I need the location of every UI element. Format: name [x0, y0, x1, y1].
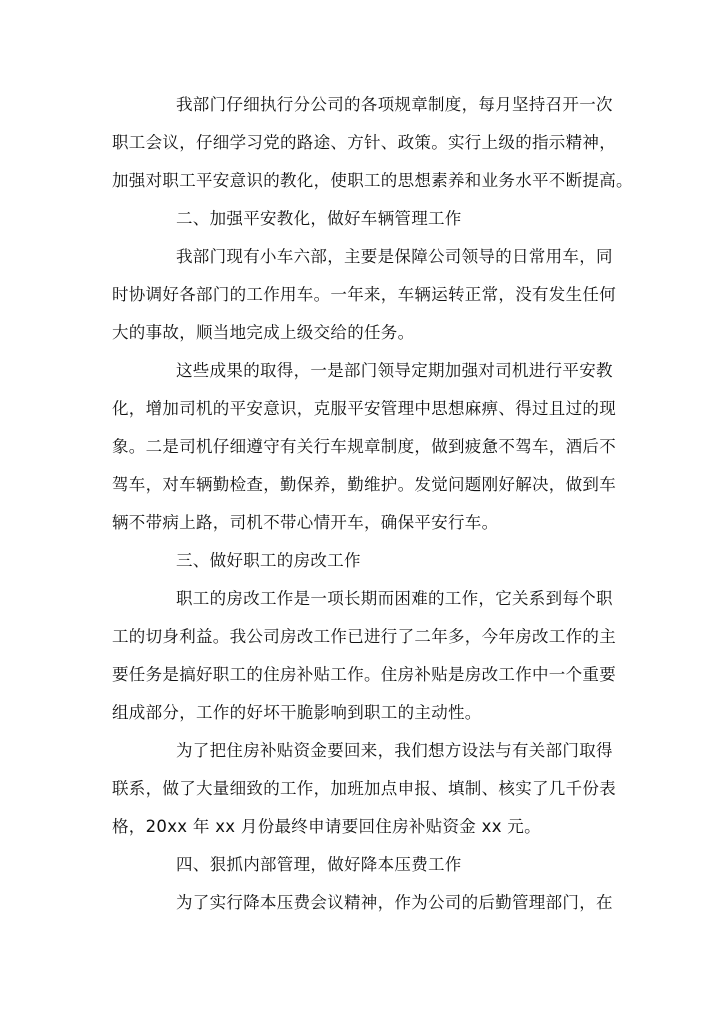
text-line: 为了把住房补贴资金要回来，我们想方设法与有关部门取得 [176, 741, 613, 760]
text-line: 加强对职工平安意识的教化，使职工的思想素养和业务水平不断提高。 [112, 171, 633, 190]
text-line: 职工会议，仔细学习党的路途、方针、政策。实行上级的指示精神， [112, 133, 616, 152]
text-line: 为了实行降本压费会议精神，作为公司的后勤管理部门，在 [176, 893, 613, 912]
text-line: 工的切身利益。我公司房改工作已进行了二年多，今年房改工作的主 [112, 627, 616, 646]
text-line: 职工的房改工作是一项长期而困难的工作，它关系到每个职 [176, 589, 613, 608]
text-line: 要任务是搞好职工的住房补贴工作。住房补贴是房改工作中一个重要 [112, 665, 616, 684]
section-heading: 三、做好职工的房改工作 [176, 551, 361, 570]
text-line: 格，20xx 年 xx 月份最终申请要回住房补贴资金 xx 元。 [112, 817, 541, 836]
text-line: 驾车，对车辆勤检查，勤保养，勤维护。发觉问题刚好解决，做到车 [112, 475, 616, 494]
text-line: 时协调好各部门的工作用车。一年来，车辆运转正常，没有发生任何 [112, 285, 616, 304]
text-line: 化，增加司机的平安意识，克服平安管理中思想麻痹、得过且过的现 [112, 399, 616, 418]
section-heading: 二、加强平安教化，做好车辆管理工作 [176, 209, 462, 228]
text-line: 象。二是司机仔细遵守有关行车规章制度，做到疲惫不驾车，酒后不 [112, 437, 616, 456]
text-line: 大的事故，顺当地完成上级交给的任务。 [112, 323, 415, 342]
text-line: 我部门现有小车六部，主要是保障公司领导的日常用车，同 [176, 247, 613, 266]
text-line: 这些成果的取得，一是部门领导定期加强对司机进行平安教 [176, 361, 613, 380]
text-line: 辆不带病上路，司机不带心情开车，确保平安行车。 [112, 513, 499, 532]
text-line: 联系，做了大量细致的工作，加班加点申报、填制、核实了几千份表 [112, 779, 616, 798]
text-line: 我部门仔细执行分公司的各项规章制度，每月坚持召开一次 [176, 95, 613, 114]
text-line: 组成部分，工作的好坏干脆影响到职工的主动性。 [112, 703, 482, 722]
section-heading: 四、狠抓内部管理，做好降本压费工作 [176, 855, 462, 874]
